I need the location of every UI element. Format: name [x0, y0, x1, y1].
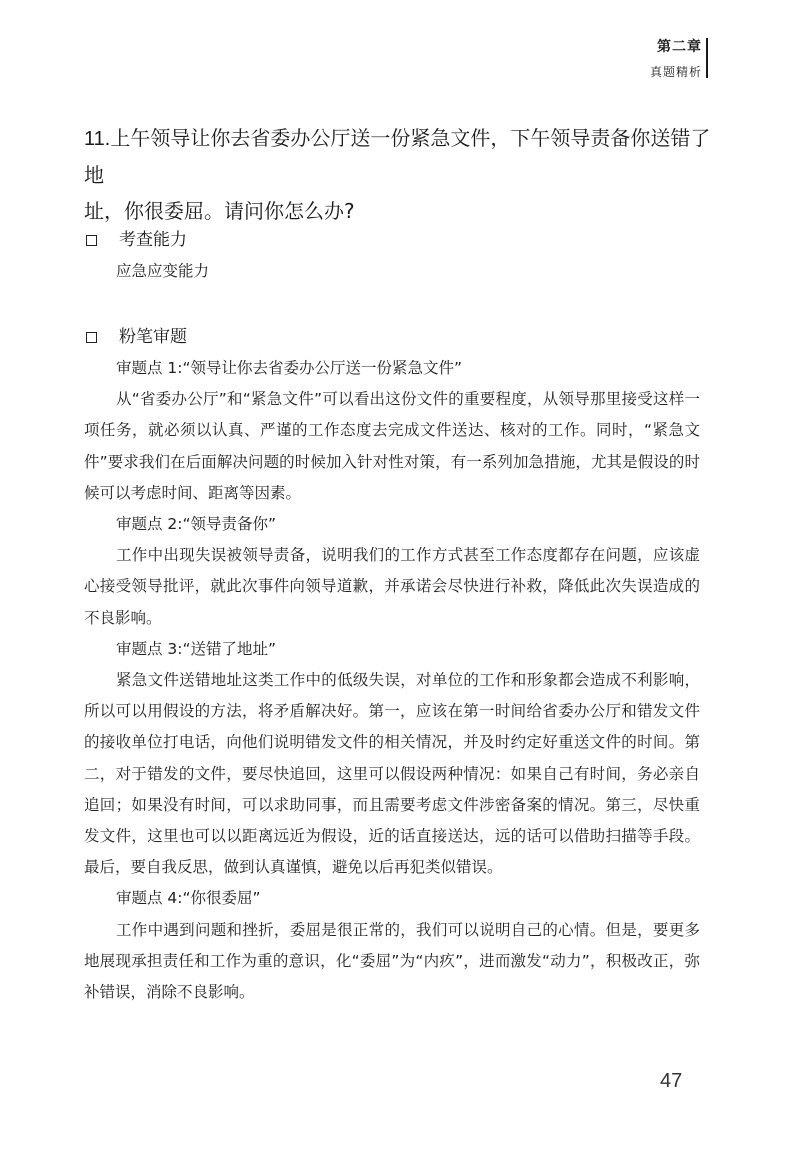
ability-content: 应急应变能力 [116, 262, 210, 280]
page-number: 47 [660, 1070, 683, 1092]
question-number: 11. [84, 128, 111, 150]
ability-content-block [84, 256, 700, 287]
question-text-line2: 址，你很委屈。请问你怎么办? [84, 199, 355, 223]
point-label: 审题点 4:“你很委屈” [116, 889, 261, 908]
chapter-label: 第二章 [657, 39, 702, 55]
chapter-subtitle: 真题精析 [649, 65, 702, 79]
ability-title: 考查能力 [119, 230, 187, 250]
analysis-body [84, 353, 700, 1008]
point-paragraph: 工作中出现失误被领导责备，说明我们的工作方式甚至工作态度都存在问题，应该虚心接受领导批评，就此次事件向领导道歉，并承诺会尽快进行补救，降低此次失误造成的不良影响。 [84, 546, 700, 627]
point-paragraph: 紧急文件送错地址这类工作中的低级失误，对单位的工作和形象都会造成不利影响，所以可以用假设的方法，将矛盾解决好。第一，应该在第一时间给省委办公厅和错发文件的接收单位打电话，向他们说明错发文件的相关情况，并及时约定好重送文件的时间。第二，对于错发的文件，要尽快追回，这里可以假设两种情况：如果自己有时间，务必亲自追回；如果没有时间，可以求助同事，而且需要考虑文件涉密备案的情况。第三，尽快重发文件，这里也可以以距离远近为假设，近的话直接送达，远的话可以借助扫描等手段。最后，要自我反思，做到认真谨慎，避免以后再犯类似错误。 [84, 671, 700, 877]
section-bullet-icon [86, 332, 97, 343]
header-divider [706, 38, 708, 78]
analysis-title: 粉笔审题 [119, 327, 187, 347]
section-bullet-icon [86, 235, 97, 246]
point-label: 审题点 2:“领导责备你” [116, 515, 277, 534]
ability-section-heading [84, 228, 187, 252]
point-paragraph: 工作中遇到问题和挫折，委屈是很正常的，我们可以说明自己的心情。但是，要更多地展现承担责任和工作为重的意识，化“委屈”为“内疚”，进而激发“动力”，积极改正，弥补错误，消除不良影响。 [84, 920, 700, 1002]
question-text-line1: 上午领导让你去省委办公厅送一份紧急文件，下午领导责备你送错了地 [84, 126, 711, 187]
analysis-section-heading [84, 325, 187, 349]
running-header [650, 38, 702, 80]
point-paragraph: 从“省委办公厅”和“紧急文件”可以看出这份文件的重要程度，从领导那里接受这样一项任务，就必须以认真、严谨的工作态度去完成文件送达、核对的工作。同时，“紧急文件”要求我们在后面解决问题的时候加入针对性对策，有一系列加急措施，尤其是假设的时候可以考虑时间、距离等因素。 [84, 390, 700, 502]
question-title [84, 120, 724, 229]
point-label: 审题点 1:“领导让你去省委办公厅送一份紧急文件” [116, 359, 463, 377]
point-label: 审题点 3:“送错了地址” [116, 639, 277, 658]
